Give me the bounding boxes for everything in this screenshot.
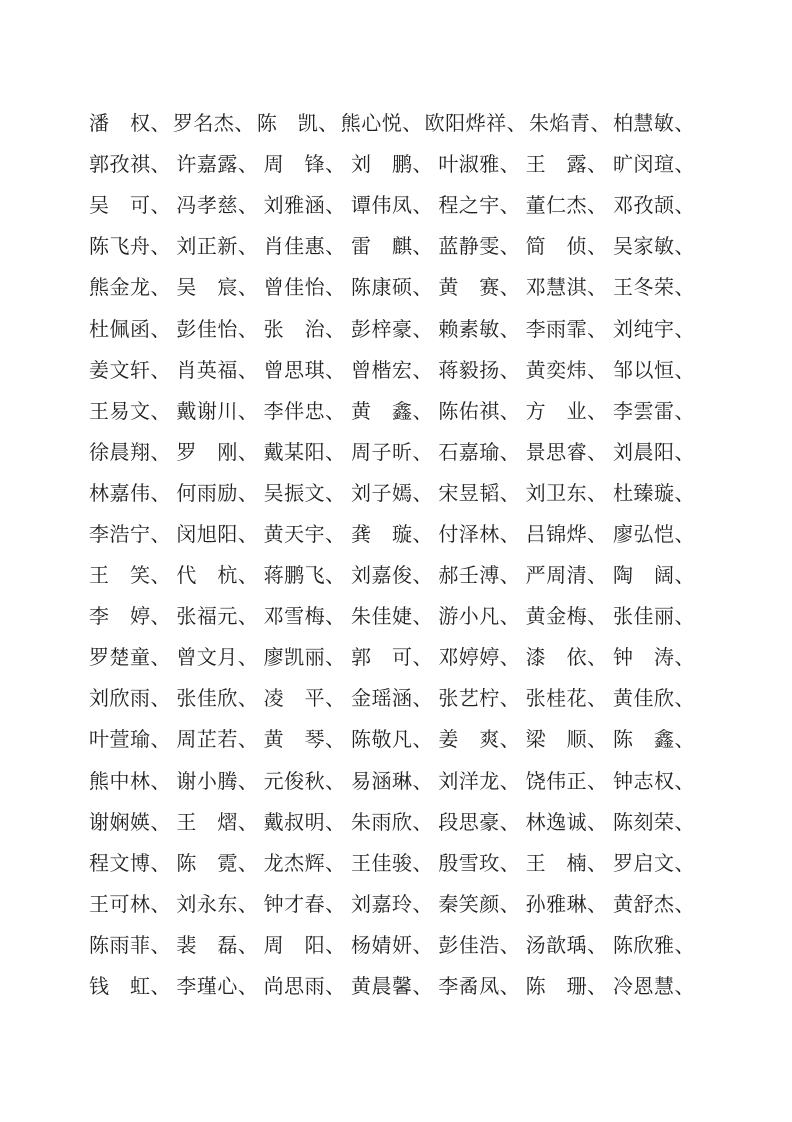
name-item: 代 杭、 [176, 565, 259, 588]
name-item: 董仁杰、 [525, 195, 608, 218]
name-item: 杜臻璇、 [612, 482, 695, 505]
name-item: 戴谢川、 [176, 400, 259, 423]
name-item: 吕锦烨、 [525, 523, 608, 546]
name-item: 张福元、 [176, 606, 259, 629]
name-line [89, 348, 695, 389]
name-item: 赖素敏、 [438, 318, 521, 341]
name-list [89, 101, 695, 1005]
name-item: 罗 刚、 [176, 441, 259, 464]
name-line [89, 142, 695, 183]
name-line [89, 964, 695, 1005]
name-item: 周 锋、 [263, 154, 346, 177]
name-item: 周子昕、 [350, 441, 433, 464]
name-item: 彭佳怡、 [176, 318, 259, 341]
name-line [89, 306, 695, 347]
name-item: 冯孝慈、 [176, 195, 259, 218]
name-item: 黄 鑫、 [350, 400, 433, 423]
name-line [89, 101, 695, 142]
name-item: 彭梓豪、 [350, 318, 433, 341]
name-item: 陈飞舟、 [89, 236, 171, 259]
name-item: 元俊秋、 [263, 770, 346, 793]
name-item: 邓慧淇、 [525, 277, 608, 300]
name-item: 吴家敏、 [612, 236, 695, 259]
name-item: 潘 权、 [89, 113, 171, 136]
name-item: 周 阳、 [263, 934, 346, 957]
name-item: 罗楚童、 [89, 647, 171, 670]
name-item: 戴叔明、 [263, 811, 346, 834]
name-item: 殷雪玫、 [438, 852, 521, 875]
name-item: 李雨霏、 [525, 318, 608, 341]
name-item: 石嘉瑜、 [438, 441, 521, 464]
name-item: 严周清、 [525, 565, 608, 588]
name-item: 蒋鹏飞、 [263, 565, 346, 588]
name-line [89, 923, 695, 964]
name-item: 刘正新、 [176, 236, 259, 259]
name-item: 张佳欣、 [176, 688, 259, 711]
name-line [89, 430, 695, 471]
name-item: 钟才春、 [263, 893, 346, 916]
name-item: 刘永东、 [176, 893, 259, 916]
name-item: 梁 顺、 [525, 729, 608, 752]
name-item: 陈 鑫、 [612, 729, 695, 752]
name-item: 黄奕炜、 [525, 359, 608, 382]
name-item: 蒋毅扬、 [438, 359, 521, 382]
name-item: 何雨励、 [176, 482, 259, 505]
name-line [89, 594, 695, 635]
name-item: 熊金龙、 [89, 277, 171, 300]
name-item: 黄 赛、 [438, 277, 521, 300]
name-item: 汤歆瑀、 [525, 934, 608, 957]
name-item: 许嘉露、 [176, 154, 259, 177]
name-item: 陈 霓、 [176, 852, 259, 875]
name-item: 戴某阳、 [263, 441, 346, 464]
name-item: 王 楠、 [525, 852, 608, 875]
name-line [89, 717, 695, 758]
name-item: 程之宇、 [438, 195, 521, 218]
name-item: 秦笑颜、 [438, 893, 521, 916]
name-item: 杜佩函、 [89, 318, 171, 341]
name-item: 张艺柠、 [438, 688, 521, 711]
name-item: 吴 可、 [89, 195, 171, 218]
name-item: 王冬荣、 [612, 277, 695, 300]
name-item: 叶萱瑜、 [89, 729, 171, 752]
name-item: 程文博、 [89, 852, 171, 875]
name-item: 龚 璇、 [350, 523, 433, 546]
name-item: 黄金梅、 [525, 606, 608, 629]
name-item: 黄天宇、 [263, 523, 346, 546]
name-item: 王可林、 [89, 893, 171, 916]
name-item: 郭 可、 [350, 647, 433, 670]
name-item: 王 笑、 [89, 565, 171, 588]
name-item: 谢小腾、 [176, 770, 259, 793]
name-item: 孙雅琳、 [525, 893, 608, 916]
name-item: 徐晨翔、 [89, 441, 171, 464]
name-item: 曾佳怡、 [263, 277, 346, 300]
name-item: 漆 依、 [525, 647, 608, 670]
name-item: 欧阳烨祥、 [424, 113, 528, 136]
name-item: 邓孜颉、 [612, 195, 695, 218]
name-item: 柏慧敏、 [612, 113, 695, 136]
name-item: 刘纯宇、 [612, 318, 695, 341]
name-item: 黄晨馨、 [350, 976, 433, 999]
name-line [89, 224, 695, 265]
name-line [89, 800, 695, 841]
name-item: 凌 平、 [263, 688, 346, 711]
name-item: 金瑶涵、 [350, 688, 433, 711]
name-item: 景思睿、 [525, 441, 608, 464]
name-item: 张 治、 [263, 318, 346, 341]
name-item: 曾思琪、 [263, 359, 346, 382]
name-item: 旷闵瑄、 [612, 154, 695, 177]
name-item: 宋昱韬、 [438, 482, 521, 505]
name-item: 简 侦、 [525, 236, 608, 259]
name-item: 付泽林、 [438, 523, 521, 546]
name-item: 李 婷、 [89, 606, 171, 629]
name-item: 彭佳浩、 [438, 934, 521, 957]
name-item: 曾楷宏、 [350, 359, 433, 382]
name-item: 裴 磊、 [176, 934, 259, 957]
name-item: 叶淑雅、 [438, 154, 521, 177]
name-line [89, 183, 695, 224]
name-item: 易涵琳、 [350, 770, 433, 793]
name-item: 肖佳惠、 [263, 236, 346, 259]
name-item: 闵旭阳、 [176, 523, 259, 546]
name-item: 钱 虹、 [89, 976, 171, 999]
name-item: 廖凯丽、 [263, 647, 346, 670]
name-item: 罗名杰、 [172, 113, 255, 136]
name-item: 刘 鹏、 [350, 154, 433, 177]
name-item: 王易文、 [89, 400, 171, 423]
name-item: 张桂花、 [525, 688, 608, 711]
name-item: 雷 麒、 [350, 236, 433, 259]
name-item: 李瑾心、 [176, 976, 259, 999]
name-item: 陈 凯、 [256, 113, 339, 136]
name-item: 饶伟正、 [525, 770, 608, 793]
name-item: 郝壬溥、 [438, 565, 521, 588]
name-item: 邓雪梅、 [263, 606, 346, 629]
name-item: 朱雨欣、 [350, 811, 433, 834]
name-item: 邓婷婷、 [438, 647, 521, 670]
name-item: 肖英福、 [176, 359, 259, 382]
name-line [89, 265, 695, 306]
name-line [89, 471, 695, 512]
name-item: 陈 珊、 [525, 976, 608, 999]
name-item: 刘晨阳、 [612, 441, 695, 464]
name-item: 吴振文、 [263, 482, 346, 505]
name-line [89, 882, 695, 923]
name-item: 陈欣雅、 [612, 934, 695, 957]
name-item: 周芷若、 [176, 729, 259, 752]
name-item: 林嘉伟、 [89, 482, 171, 505]
name-item: 姜 爽、 [438, 729, 521, 752]
name-line [89, 512, 695, 553]
name-item: 张佳丽、 [612, 606, 695, 629]
name-item: 朱佳婕、 [350, 606, 433, 629]
name-item: 杨婧妍、 [350, 934, 433, 957]
name-item: 李浩宁、 [89, 523, 171, 546]
name-line [89, 389, 695, 430]
name-item: 吴 宸、 [176, 277, 259, 300]
name-item: 王佳骏、 [350, 852, 433, 875]
name-item: 刘欣雨、 [89, 688, 171, 711]
name-item: 廖弘恺、 [612, 523, 695, 546]
name-item: 朱焰青、 [529, 113, 612, 136]
name-item: 段思豪、 [438, 811, 521, 834]
name-item: 王 熠、 [176, 811, 259, 834]
name-item: 尚思雨、 [263, 976, 346, 999]
name-item: 黄 琴、 [263, 729, 346, 752]
name-item: 谢娴媖、 [89, 811, 171, 834]
name-item: 罗启文、 [612, 852, 695, 875]
name-line [89, 553, 695, 594]
name-item: 陈雨菲、 [89, 934, 171, 957]
name-item: 李伴忠、 [263, 400, 346, 423]
name-item: 熊中林、 [89, 770, 171, 793]
name-item: 陈敬凡、 [350, 729, 433, 752]
name-item: 刘嘉俊、 [350, 565, 433, 588]
name-item: 姜文轩、 [89, 359, 171, 382]
name-item: 郭孜祺、 [89, 154, 171, 177]
name-item: 钟志权、 [612, 770, 695, 793]
name-item: 黄佳欣、 [612, 688, 695, 711]
name-item: 李雲雷、 [612, 400, 695, 423]
name-item: 陈康硕、 [350, 277, 433, 300]
name-line [89, 635, 695, 676]
name-item: 陈佑祺、 [438, 400, 521, 423]
name-line [89, 759, 695, 800]
name-item: 方 业、 [525, 400, 608, 423]
name-item: 熊心悦、 [340, 113, 423, 136]
name-item: 刘嘉玲、 [350, 893, 433, 916]
name-item: 李矞凤、 [438, 976, 521, 999]
name-line [89, 676, 695, 717]
name-item: 黄舒杰、 [612, 893, 695, 916]
name-item: 刘子嫣、 [350, 482, 433, 505]
name-item: 刘卫东、 [525, 482, 608, 505]
name-item: 蓝静雯、 [438, 236, 521, 259]
name-item: 陈刻荣、 [612, 811, 695, 834]
name-item: 刘洋龙、 [438, 770, 521, 793]
name-item: 钟 涛、 [612, 647, 695, 670]
name-item: 王 露、 [525, 154, 608, 177]
name-item: 陶 阔、 [612, 565, 695, 588]
name-item: 谭伟凤、 [350, 195, 433, 218]
name-line [89, 841, 695, 882]
name-item: 龙杰辉、 [263, 852, 346, 875]
name-item: 林逸诚、 [525, 811, 608, 834]
name-item: 游小凡、 [438, 606, 521, 629]
name-item: 冷恩慧、 [612, 976, 695, 999]
name-item: 曾文月、 [176, 647, 259, 670]
name-item: 邹以恒、 [612, 359, 695, 382]
name-item: 刘雅涵、 [263, 195, 346, 218]
